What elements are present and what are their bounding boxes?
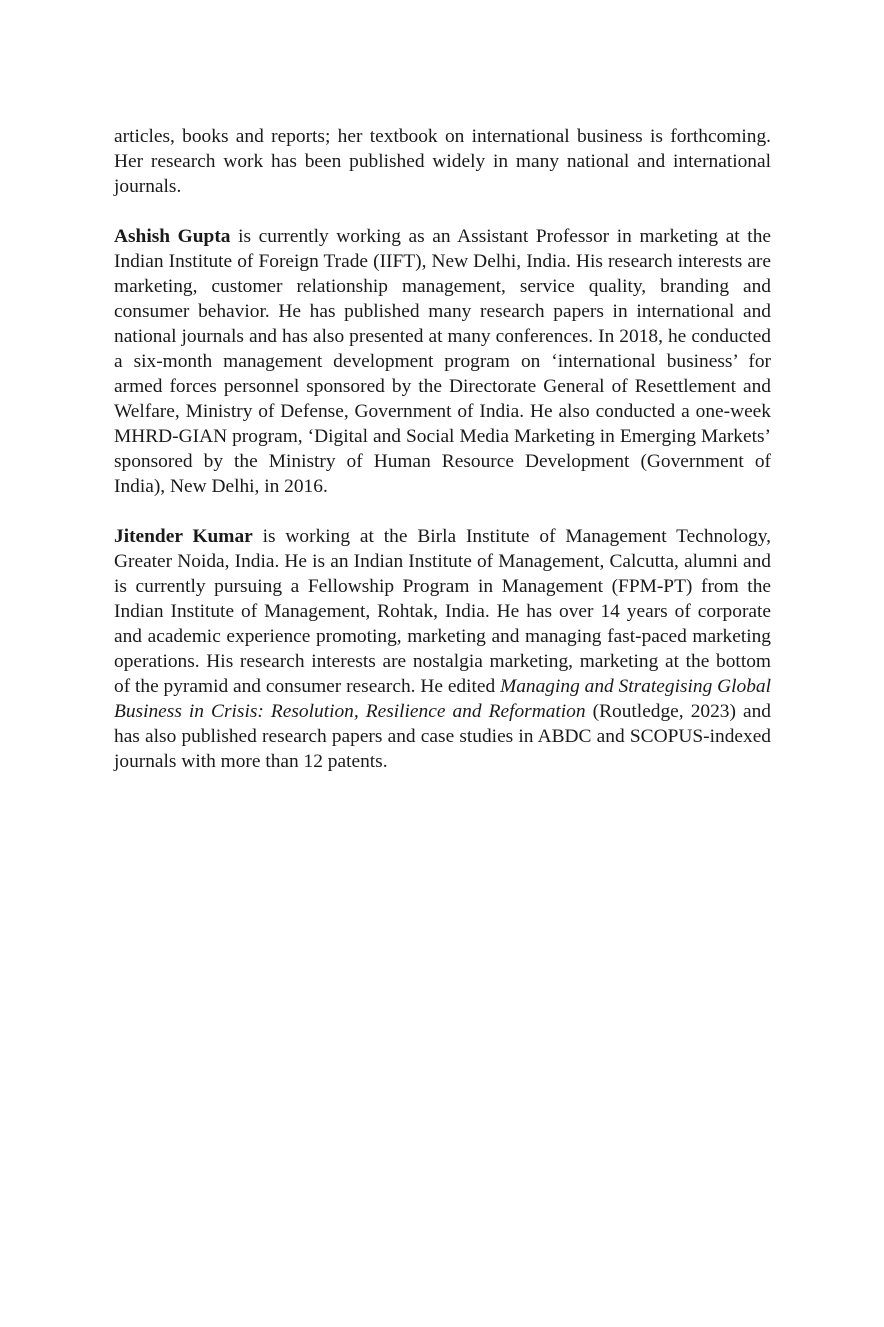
bio-continuation-paragraph <box>114 124 771 199</box>
author-name-gupta: Ashish Gupta <box>114 226 231 247</box>
continuation-text: articles, books and reports; her textbook on international business is forthcoming. Her research work has been published widely in many national and international journals. <box>114 126 771 197</box>
bio-text-kumar-before: is working at the Birla Institute of Management Technology, Greater Noida, India. He is an Indian Institute of Management, Calcutta, alumni and is currently pursuing a Fellowship Program in Management (FPM-PT) from the Indian Institute of Management, Rohtak, India. He has over 14 years of corporate and academic experience promoting, marketing and managing fast-paced marketing operations. His research interests are nostalgia marketing, marketing at the bottom of the pyramid and consumer research. He edited <box>114 526 771 697</box>
page-body <box>114 124 771 799</box>
author-name-kumar: Jitender Kumar <box>114 526 253 547</box>
bio-ashish-gupta <box>114 224 771 499</box>
bio-text-kumar-after: (Routledge, 2023) and has also published research papers and case studies in ABDC and SCOPUS-indexed journals with more than 12 patents. <box>114 701 771 772</box>
bio-text-gupta: is currently working as an Assistant Professor in marketing at the Indian Institute of Foreign Trade (IIFT), New Delhi, India. His research interests are marketing, customer relationship management, service quality, branding and consumer behavior. He has published many research papers in international and national journals and has also presented at many conferences. In 2018, he conducted a six-month management development program on ‘international business’ for armed forces personnel sponsored by the Directorate General of Resettlement and Welfare, Ministry of Defense, Government of India. He also conducted a one-week MHRD-GIAN program, ‘Digital and Social Media Marketing in Emerging Markets’ sponsored by the Ministry of Human Resource Development (Government of India), New Delhi, in 2016. <box>114 226 771 497</box>
edited-book-title: Managing and Strategising Global Business in Crisis: Resolution, Resilience and Reformation <box>114 676 771 722</box>
bio-jitender-kumar <box>114 524 771 774</box>
